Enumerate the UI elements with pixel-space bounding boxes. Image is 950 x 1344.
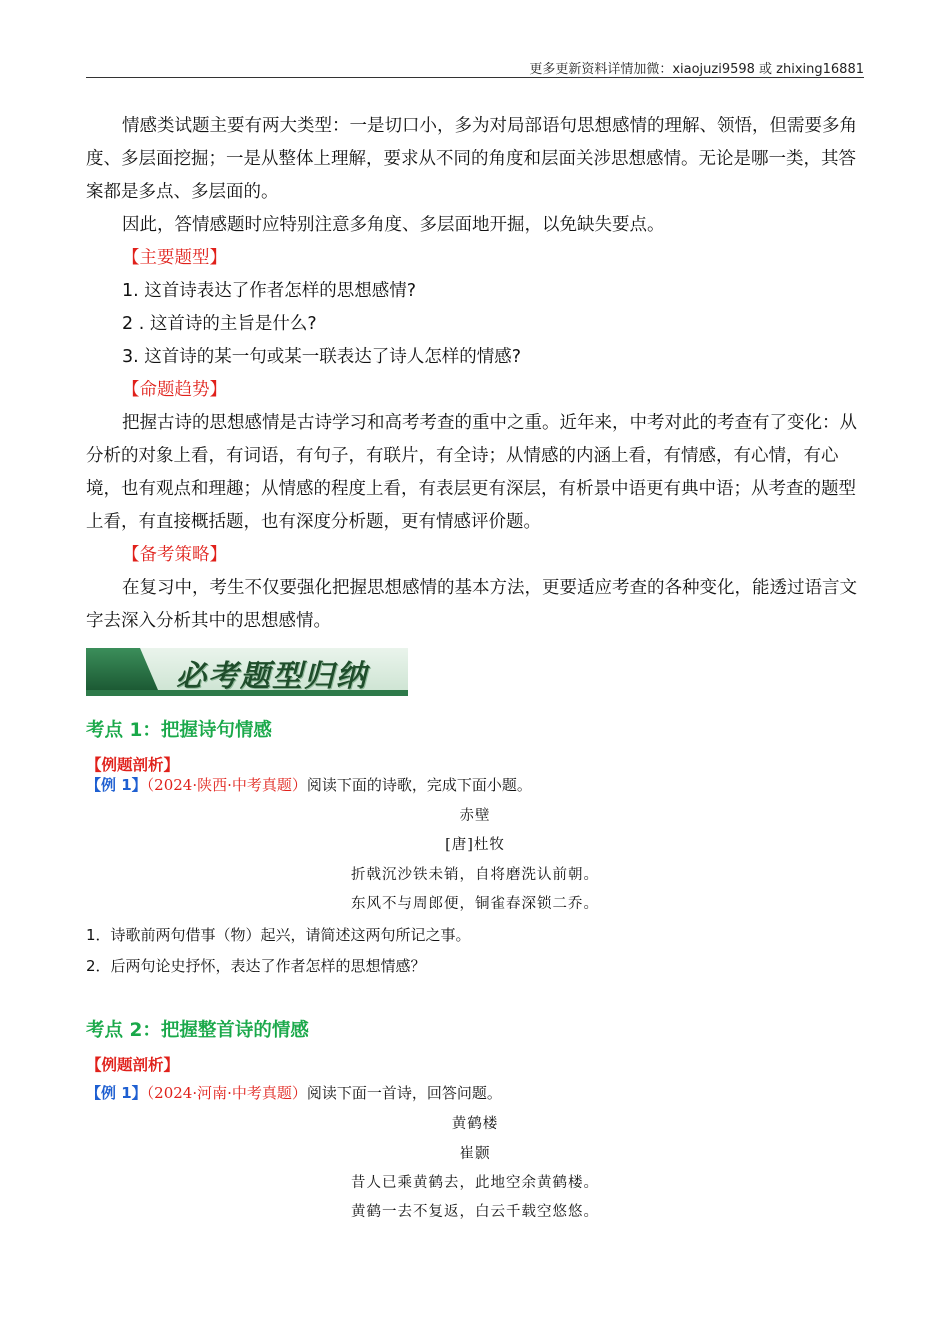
banner-title: 必考题型归纳 [176, 659, 368, 694]
main-type-item-1: 1. 这首诗表达了作者怎样的思想感情? [122, 281, 417, 301]
intro-paragraph-2: 因此，答情感题时应特别注意多角度、多层面地开掘，以免缺失要点。 [122, 215, 665, 235]
main-types-label: 【主要题型】 [122, 248, 227, 268]
kp1-poem-line-1: 折戟沉沙铁未销，自将磨洗认前朝。 [351, 867, 599, 883]
kp1-example-tag: 【例 1】 [86, 776, 147, 794]
kp2-example-text: 阅读下面一首诗，回答问题。 [306, 1084, 502, 1102]
kp1-poem-line-2: 东风不与周郎便，铜雀春深锁二乔。 [351, 896, 599, 912]
trend-paragraph: 把握古诗的思想感情是古诗学习和高考考查的重中之重。近年来，中考对此的考查有了变化：从分析的对象上看，有词语，有句子，有联片，有全诗；从情感的内涵上看，有情感，有心情，有心境，也有观点和理趣；从情感的程度上看，有表层更有深层，有析景中语更有典中语；从考查的题型上看，有直接概括题，也有深度分析题，更有情感评价题。 [86, 413, 857, 532]
kp1-question-2: 2．后两句论史抒怀，表达了作者怎样的思想情感？ [86, 957, 426, 975]
kp2-poem-line-2: 黄鹤一去不复返，白云千载空悠悠。 [351, 1204, 599, 1220]
kp2-example-label: 【例题剖析】 [86, 1056, 180, 1074]
kp2-example-tag: 【例 1】 [86, 1084, 147, 1102]
header-divider [86, 77, 864, 78]
kp2-title: 考点 2：把握整首诗的情感 [86, 1020, 309, 1041]
kp2-example-source: （2024·河南·中考真题） [146, 1084, 307, 1102]
section-banner [86, 648, 408, 696]
trend-label: 【命题趋势】 [122, 380, 227, 400]
kp1-poem-title: 赤壁 [459, 808, 491, 824]
kp1-example-line [86, 774, 532, 795]
kp1-example-text: 阅读下面的诗歌，完成下面小题。 [306, 776, 532, 794]
kp1-poem-author: [唐]杜牧 [445, 837, 505, 853]
page-header: 更多更新资料详情加微：xiaojuzi9598 或 zhixing16881 [529, 62, 864, 77]
kp1-example-label: 【例题剖析】 [86, 756, 180, 774]
kp2-poem-line-1: 昔人已乘黄鹤去，此地空余黄鹤楼。 [351, 1175, 599, 1191]
kp1-example-source: （2024·陕西·中考真题） [146, 776, 307, 794]
kp1-title: 考点 1：把握诗句情感 [86, 720, 272, 741]
intro-paragraph-1: 情感类试题主要有两大类型：一是切口小，多为对局部语句思想感情的理解、领悟，但需要多角度、多层面挖掘；一是从整体上理解，要求从不同的角度和层面关涉思想感情。无论是哪一类，其答案都是多点、多层面的。 [86, 116, 857, 202]
main-type-item-2: 2 . 这首诗的主旨是什么? [122, 314, 317, 334]
kp2-poem-title: 黄鹤楼 [451, 1116, 499, 1132]
kp2-poem-author: 崔颢 [459, 1146, 491, 1162]
kp2-example-line [86, 1082, 502, 1103]
kp1-question-1: 1．诗歌前两句借事（物）起兴，请简述这两句所记之事。 [86, 926, 471, 944]
main-type-item-3: 3. 这首诗的某一句或某一联表达了诗人怎样的情感? [122, 347, 522, 367]
intro-section [86, 110, 864, 638]
strategy-paragraph: 在复习中，考生不仅要强化把握思想感情的基本方法，更要适应考查的各种变化，能透过语言文字去深入分析其中的思想感情。 [86, 578, 857, 631]
strategy-label: 【备考策略】 [122, 545, 227, 565]
